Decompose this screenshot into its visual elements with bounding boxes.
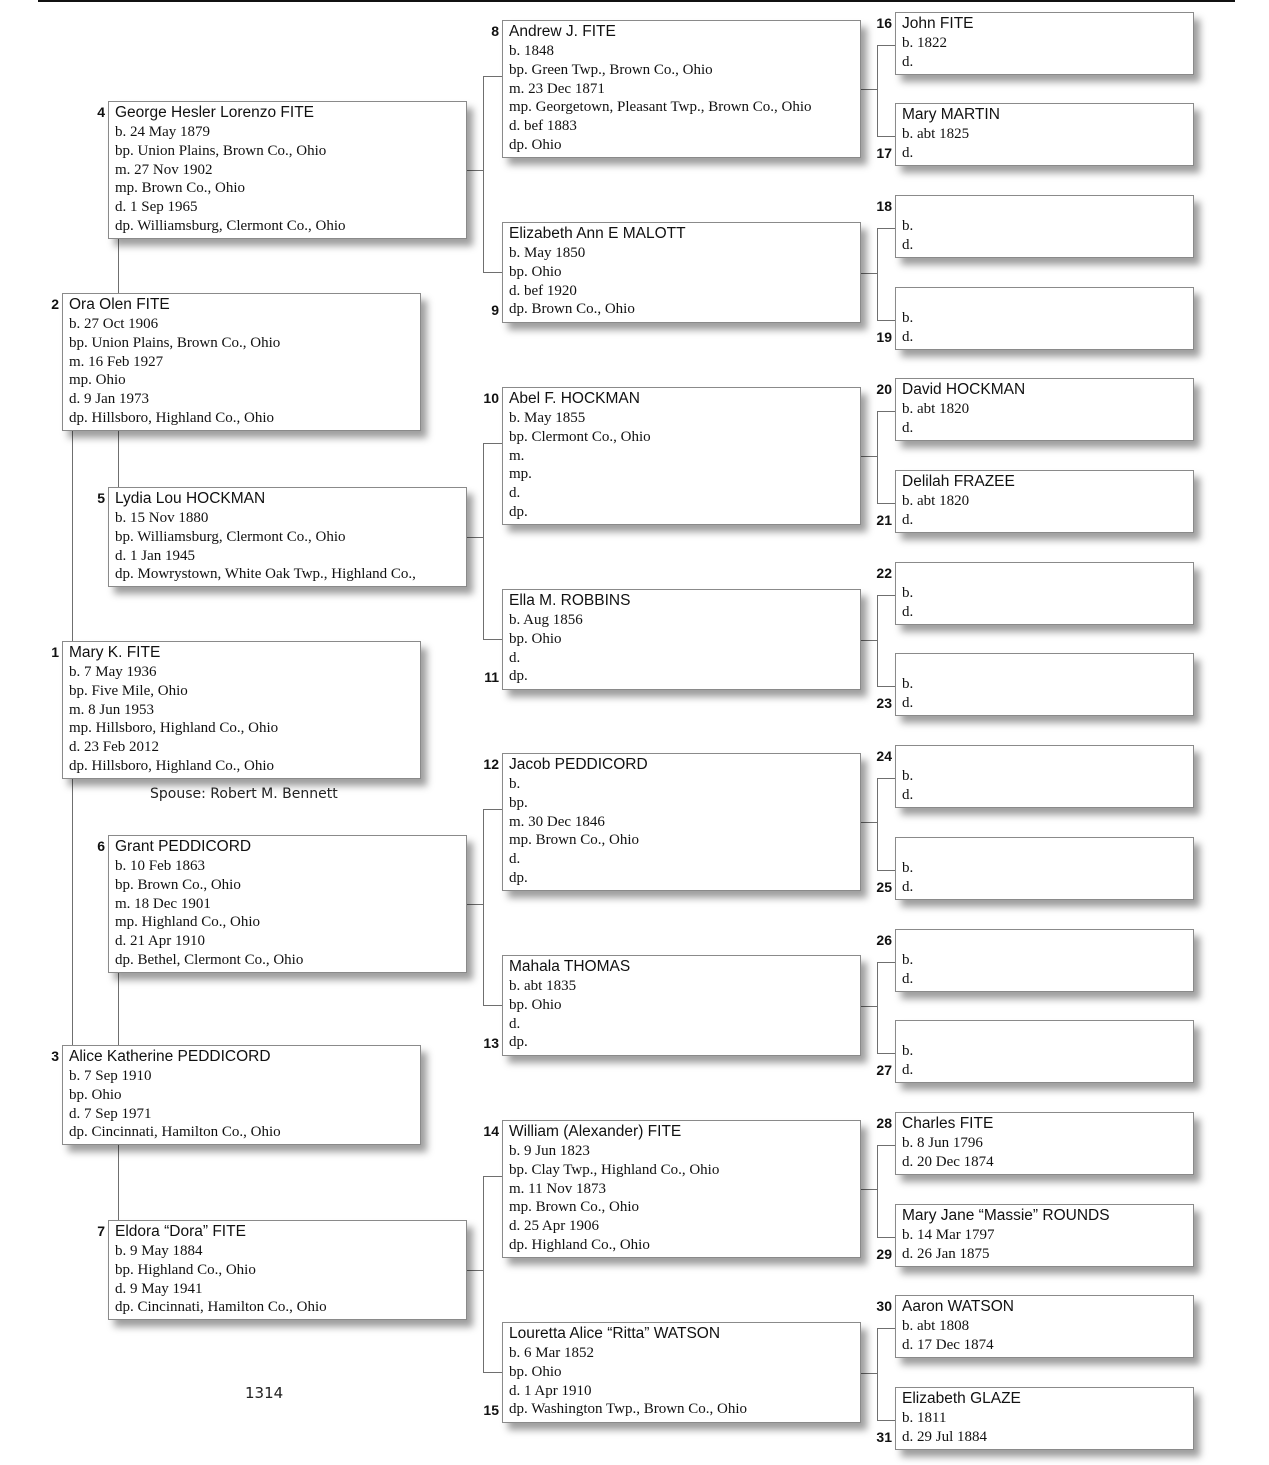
connector-line xyxy=(877,320,895,321)
ahnentafel-number: 5 xyxy=(97,490,105,506)
person-name: Delilah FRAZEE xyxy=(902,473,1015,490)
connector-line xyxy=(483,639,502,640)
person-box-16[interactable] xyxy=(895,12,1194,75)
connector-line xyxy=(483,1005,502,1006)
person-box-27[interactable] xyxy=(895,1020,1194,1083)
person-name xyxy=(902,839,1193,859)
person-fact: m. 8 Jun 1953 xyxy=(69,701,155,718)
person-box-25[interactable] xyxy=(895,837,1194,900)
connector-line xyxy=(877,411,878,504)
person-fact: b. 6 Mar 1852 xyxy=(509,1345,594,1361)
connector-line xyxy=(877,1053,895,1054)
person-fact: b. Aug 1856 xyxy=(509,612,583,628)
person-fact: dp. Brown Co., Ohio xyxy=(509,301,635,318)
connector-line xyxy=(72,431,73,641)
person-fact: b. May 1855 xyxy=(509,410,586,426)
ahnentafel-number: 15 xyxy=(483,1402,499,1418)
ahnentafel-number: 2 xyxy=(51,296,59,312)
person-fact: m. xyxy=(509,447,525,464)
connector-line xyxy=(467,1270,483,1271)
person-fact: mp. Brown Co., Ohio xyxy=(115,180,246,197)
connector-line xyxy=(877,1145,895,1146)
ahnentafel-number: 11 xyxy=(484,669,499,685)
connector-line xyxy=(877,1145,878,1238)
ahnentafel-number: 8 xyxy=(491,23,499,39)
person-fact: bp. Union Plains, Brown Co., Ohio xyxy=(115,142,327,159)
person-fact: b. May 1850 xyxy=(509,245,586,261)
person-fact: d. bef 1883 xyxy=(509,118,577,135)
person-fact: b. 9 Jun 1823 xyxy=(509,1143,590,1159)
person-box-22[interactable] xyxy=(895,562,1194,625)
ahnentafel-number: 18 xyxy=(876,198,892,214)
person-name: Mahala THOMAS xyxy=(509,958,631,975)
person-fact: b. 1848 xyxy=(509,43,554,59)
person-name: Lydia Lou HOCKMAN xyxy=(115,490,266,507)
spouse-label: Spouse: Robert M. Bennett xyxy=(150,786,338,802)
person-fact: b. abt 1820 xyxy=(902,401,970,417)
ahnentafel-number: 9 xyxy=(491,302,499,318)
ahnentafel-number: 28 xyxy=(876,1115,892,1131)
person-name: William (Alexander) FITE xyxy=(509,1123,682,1140)
person-fact: b. 10 Feb 1863 xyxy=(115,858,205,874)
person-fact: dp. Washington Twp., Brown Co., Ohio xyxy=(509,1401,748,1418)
connector-line xyxy=(861,1373,877,1374)
person-name: Grant PEDDICORD xyxy=(115,838,252,855)
person-fact: dp. Bethel, Clermont Co., Ohio xyxy=(115,951,304,968)
person-fact: bp. Five Mile, Ohio xyxy=(69,682,188,699)
person-box-21[interactable] xyxy=(895,470,1194,533)
person-fact: b. xyxy=(902,1043,914,1059)
person-fact: b. 24 May 1879 xyxy=(115,124,210,140)
person-name: Ella M. ROBBINS xyxy=(509,592,631,609)
person-fact: bp. Green Twp., Brown Co., Ohio xyxy=(509,61,713,78)
connector-line xyxy=(877,45,878,137)
person-fact: d. 17 Dec 1874 xyxy=(902,1336,994,1353)
ahnentafel-number: 20 xyxy=(876,381,892,397)
person-fact: d. 23 Feb 2012 xyxy=(69,739,159,756)
person-name xyxy=(902,931,1193,951)
connector-line xyxy=(483,443,484,640)
person-box-15[interactable] xyxy=(502,1322,861,1423)
person-box-1[interactable] xyxy=(62,641,421,779)
person-fact: dp. Cincinnati, Hamilton Co., Ohio xyxy=(115,1299,327,1316)
ahnentafel-number: 1 xyxy=(51,644,59,660)
person-fact: d. 7 Sep 1971 xyxy=(69,1105,152,1122)
person-box-26[interactable] xyxy=(895,929,1194,992)
person-fact: bp. Clay Twp., Highland Co., Ohio xyxy=(509,1161,720,1178)
connector-line xyxy=(877,1328,895,1329)
person-fact: bp. xyxy=(509,794,528,811)
person-fact: d. bef 1920 xyxy=(509,282,577,299)
person-fact: m. 23 Dec 1871 xyxy=(509,80,605,97)
person-box-20[interactable] xyxy=(895,378,1194,441)
person-box-30[interactable] xyxy=(895,1295,1194,1358)
person-box-8[interactable] xyxy=(502,20,861,158)
person-fact: d. xyxy=(902,603,914,620)
connector-line xyxy=(877,778,895,779)
person-fact: dp. xyxy=(509,1034,528,1051)
connector-line xyxy=(483,76,502,77)
person-fact: d. xyxy=(509,649,521,666)
connector-line xyxy=(118,431,119,487)
connector-line xyxy=(467,170,483,171)
ahnentafel-number: 27 xyxy=(876,1062,892,1078)
person-fact: b. abt 1825 xyxy=(902,126,970,142)
person-fact: b. 7 Sep 1910 xyxy=(69,1068,152,1084)
person-fact: d. 20 Dec 1874 xyxy=(902,1153,994,1170)
person-fact: d. 25 Apr 1906 xyxy=(509,1218,599,1235)
person-fact: m. 27 Nov 1902 xyxy=(115,161,213,178)
person-fact: d. xyxy=(902,1061,914,1078)
person-fact: dp. Highland Co., Ohio xyxy=(509,1236,650,1253)
person-name: David HOCKMAN xyxy=(902,381,1026,398)
person-box-18[interactable] xyxy=(895,195,1194,258)
connector-line xyxy=(72,779,73,1045)
person-name xyxy=(902,747,1193,767)
person-fact: d. xyxy=(902,511,914,528)
person-fact: mp. Georgetown, Pleasant Twp., Brown Co., Ohio xyxy=(509,99,812,116)
person-fact: bp. Ohio xyxy=(509,996,562,1013)
person-fact: b. xyxy=(902,860,914,876)
person-box-23[interactable] xyxy=(895,653,1194,716)
person-fact: bp. Brown Co., Ohio xyxy=(115,876,241,893)
person-fact: bp. Williamsburg, Clermont Co., Ohio xyxy=(115,528,346,545)
person-name xyxy=(902,564,1193,584)
person-name: Eldora “Dora” FITE xyxy=(115,1223,246,1240)
ahnentafel-number: 23 xyxy=(876,695,892,711)
person-fact: bp. Clermont Co., Ohio xyxy=(509,428,651,445)
person-fact: b. xyxy=(902,585,914,601)
person-fact: m. 11 Nov 1873 xyxy=(509,1180,606,1197)
connector-line xyxy=(483,76,484,273)
person-box-9[interactable] xyxy=(502,222,861,323)
person-box-7[interactable] xyxy=(108,1220,467,1320)
ahnentafel-number: 7 xyxy=(97,1223,105,1239)
ahnentafel-number: 13 xyxy=(483,1035,499,1051)
person-fact: d. xyxy=(902,970,914,987)
person-name: Mary Jane “Massie” ROUNDS xyxy=(902,1207,1110,1224)
ahnentafel-number: 17 xyxy=(876,145,892,161)
person-fact: dp. Williamsburg, Clermont Co., Ohio xyxy=(115,217,346,234)
person-name: Alice Katherine PEDDICORD xyxy=(69,1048,271,1065)
connector-line xyxy=(861,456,877,457)
person-box-19[interactable] xyxy=(895,287,1194,350)
person-fact: d. 9 May 1941 xyxy=(115,1280,203,1297)
ahnentafel-number: 14 xyxy=(483,1123,499,1139)
ahnentafel-number: 16 xyxy=(876,15,892,31)
person-fact: b. xyxy=(902,676,914,692)
connector-line xyxy=(877,228,878,321)
person-fact: b. xyxy=(509,776,521,792)
person-fact: b. abt 1835 xyxy=(509,978,577,994)
person-fact: m. 16 Feb 1927 xyxy=(69,353,164,370)
connector-line xyxy=(877,1328,878,1421)
connector-line xyxy=(877,595,878,687)
person-fact: m. 30 Dec 1846 xyxy=(509,813,605,830)
connector-line xyxy=(483,1372,502,1373)
person-box-24[interactable] xyxy=(895,745,1194,808)
person-fact: b. xyxy=(902,218,914,234)
connector-line xyxy=(467,537,483,538)
person-name: Andrew J. FITE xyxy=(509,23,616,40)
connector-line xyxy=(118,1145,119,1220)
person-name xyxy=(902,655,1193,675)
connector-line xyxy=(877,411,895,412)
person-fact: b. abt 1808 xyxy=(902,1318,970,1334)
connector-line xyxy=(118,239,119,293)
person-fact: b. 15 Nov 1880 xyxy=(115,510,209,526)
connector-line xyxy=(877,870,895,871)
connector-line xyxy=(861,640,877,641)
person-fact: b. 14 Mar 1797 xyxy=(902,1227,995,1243)
ahnentafel-number: 21 xyxy=(876,512,892,528)
connector-line xyxy=(877,136,895,137)
ahnentafel-number: 24 xyxy=(876,748,892,764)
person-box-14[interactable] xyxy=(502,1120,861,1258)
ahnentafel-number: 3 xyxy=(51,1048,59,1064)
connector-line xyxy=(467,904,483,905)
connector-line xyxy=(877,778,878,871)
person-name: Elizabeth GLAZE xyxy=(902,1390,1021,1407)
person-fact: dp. xyxy=(509,503,528,520)
person-fact: d. xyxy=(509,851,521,868)
connector-line xyxy=(861,822,877,823)
person-name: Aaron WATSON xyxy=(902,1298,1014,1315)
person-fact: b. 27 Oct 1906 xyxy=(69,316,159,332)
person-box-29[interactable] xyxy=(895,1204,1194,1267)
person-fact: bp. Ohio xyxy=(509,263,562,280)
person-fact: d. xyxy=(509,1015,521,1032)
connector-line xyxy=(483,1176,484,1373)
person-fact: mp. xyxy=(509,466,532,483)
person-box-12[interactable] xyxy=(502,753,861,891)
person-fact: mp. Highland Co., Ohio xyxy=(115,914,260,931)
connector-line xyxy=(861,1189,877,1190)
connector-line xyxy=(877,962,895,963)
ahnentafel-number: 31 xyxy=(876,1429,892,1445)
connector-line xyxy=(877,595,895,596)
person-name: Charles FITE xyxy=(902,1115,994,1132)
person-fact: d. xyxy=(902,786,914,803)
person-box-5[interactable] xyxy=(108,487,467,587)
person-name: John FITE xyxy=(902,15,974,32)
person-name: Abel F. HOCKMAN xyxy=(509,390,640,407)
person-fact: d. xyxy=(902,144,914,161)
person-box-11[interactable] xyxy=(502,589,861,690)
person-fact: mp. Brown Co., Ohio xyxy=(509,832,640,849)
person-name: George Hesler Lorenzo FITE xyxy=(115,104,315,121)
person-fact: b. 1811 xyxy=(902,1410,947,1426)
person-fact: d. 1 Sep 1965 xyxy=(115,199,198,216)
person-fact: b. xyxy=(902,768,914,784)
person-fact: bp. Union Plains, Brown Co., Ohio xyxy=(69,334,281,351)
person-fact: dp. Cincinnati, Hamilton Co., Ohio xyxy=(69,1124,281,1141)
person-box-13[interactable] xyxy=(502,955,861,1056)
connector-line xyxy=(861,1006,877,1007)
connector-line xyxy=(877,962,878,1054)
person-fact: mp. Brown Co., Ohio xyxy=(509,1199,640,1216)
page-number: 1314 xyxy=(245,1384,284,1402)
person-name: Jacob PEDDICORD xyxy=(509,756,648,773)
person-fact: bp. Highland Co., Ohio xyxy=(115,1261,256,1278)
person-fact: d. xyxy=(509,485,521,502)
person-fact: bp. Ohio xyxy=(509,630,562,647)
top-rule xyxy=(38,0,1235,2)
person-fact: b. xyxy=(902,310,914,326)
ahnentafel-number: 6 xyxy=(97,838,105,854)
person-box-6[interactable] xyxy=(108,835,467,973)
connector-line xyxy=(877,45,895,46)
person-fact: d. xyxy=(902,236,914,253)
person-fact: dp. xyxy=(509,869,528,886)
person-name: Ora Olen FITE xyxy=(69,296,170,313)
person-fact: d. xyxy=(902,328,914,345)
connector-line xyxy=(877,1237,895,1238)
connector-line xyxy=(861,89,877,90)
connector-line xyxy=(877,1420,895,1421)
person-fact: dp. xyxy=(509,668,528,685)
ahnentafel-number: 25 xyxy=(876,879,892,895)
person-name: Mary K. FITE xyxy=(69,644,161,661)
person-fact: mp. Ohio xyxy=(69,372,126,389)
person-fact: b. 1822 xyxy=(902,35,947,51)
person-fact: d. xyxy=(902,878,914,895)
ahnentafel-number: 10 xyxy=(483,390,499,406)
person-fact: b. abt 1820 xyxy=(902,493,970,509)
person-box-2[interactable] xyxy=(62,293,421,431)
ahnentafel-number: 29 xyxy=(876,1246,892,1262)
connector-line xyxy=(877,686,895,687)
person-fact: d. 1 Apr 1910 xyxy=(509,1382,592,1399)
person-name: Elizabeth Ann E MALOTT xyxy=(509,225,686,242)
person-box-31[interactable] xyxy=(895,1387,1194,1450)
connector-line xyxy=(483,809,502,810)
person-fact: d. 26 Jan 1875 xyxy=(902,1245,990,1262)
person-fact: b. 9 May 1884 xyxy=(115,1243,203,1259)
person-fact: d. xyxy=(902,419,914,436)
connector-line xyxy=(877,503,895,504)
person-fact: d. 29 Jul 1884 xyxy=(902,1428,988,1445)
person-fact: b. 8 Jun 1796 xyxy=(902,1135,983,1151)
person-fact: d. xyxy=(902,694,914,711)
person-name xyxy=(902,197,1193,217)
person-fact: bp. Ohio xyxy=(69,1086,122,1103)
person-fact: d. xyxy=(902,53,914,70)
ahnentafel-number: 30 xyxy=(876,1298,892,1314)
person-box-4[interactable] xyxy=(108,101,467,239)
connector-line xyxy=(483,809,484,1006)
connector-line xyxy=(118,973,119,1045)
person-fact: b. 7 May 1936 xyxy=(69,664,157,680)
person-box-28[interactable] xyxy=(895,1112,1194,1175)
person-name: Mary MARTIN xyxy=(902,106,1000,123)
ahnentafel-number: 12 xyxy=(483,756,499,772)
person-fact: d. 9 Jan 1973 xyxy=(69,391,149,408)
person-fact: dp. Hillsboro, Highland Co., Ohio xyxy=(69,409,274,426)
person-fact: b. xyxy=(902,952,914,968)
person-fact: bp. Ohio xyxy=(509,1363,562,1380)
person-fact: dp. Mowrystown, White Oak Twp., Highland Co., xyxy=(115,566,416,583)
person-box-10[interactable] xyxy=(502,387,861,525)
person-fact: d. 1 Jan 1945 xyxy=(115,547,195,564)
person-name xyxy=(902,1022,1193,1042)
person-name xyxy=(902,289,1193,309)
person-name: Louretta Alice “Ritta” WATSON xyxy=(509,1325,721,1342)
connector-line xyxy=(483,443,502,444)
connector-line xyxy=(877,228,895,229)
ahnentafel-number: 26 xyxy=(876,932,892,948)
connector-line xyxy=(483,1176,502,1177)
person-fact: m. 18 Dec 1901 xyxy=(115,895,211,912)
ahnentafel-number: 4 xyxy=(97,104,105,120)
connector-line xyxy=(861,273,877,274)
person-box-3[interactable] xyxy=(62,1045,421,1145)
connector-line xyxy=(483,272,502,273)
ahnentafel-number: 22 xyxy=(876,565,892,581)
person-box-17[interactable] xyxy=(895,103,1194,166)
ahnentafel-number: 19 xyxy=(876,329,892,345)
person-fact: dp. Hillsboro, Highland Co., Ohio xyxy=(69,757,274,774)
person-fact: dp. Ohio xyxy=(509,136,562,153)
person-fact: mp. Hillsboro, Highland Co., Ohio xyxy=(69,720,279,737)
person-fact: d. 21 Apr 1910 xyxy=(115,933,205,950)
